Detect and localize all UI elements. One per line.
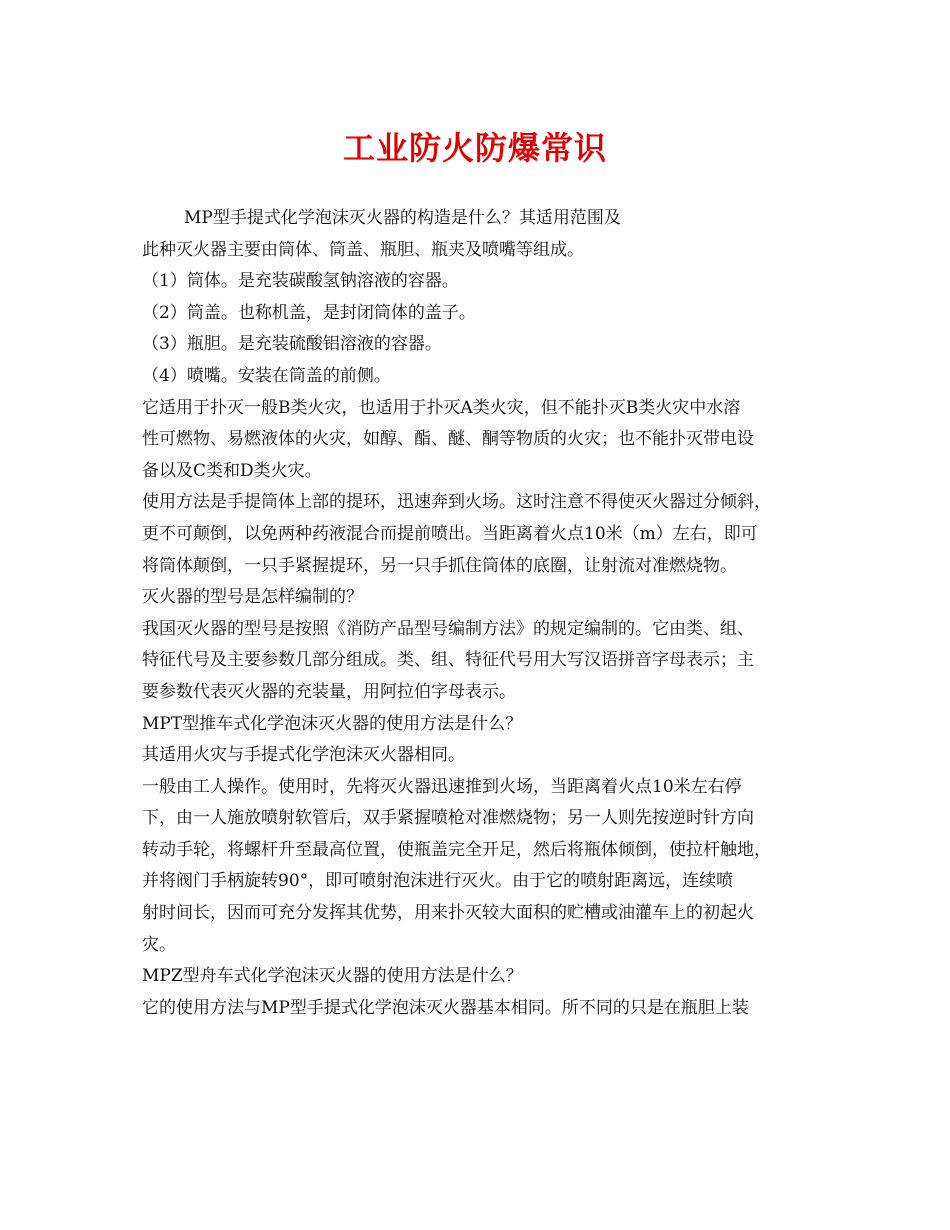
paragraph-line: 其适用火灾与手提式化学泡沫灭火器相同。 [142, 745, 465, 766]
paragraph-line: 使用方法是手提筒体上部的提环，迅速奔到火场。这时注意不得使灭火器过分倾斜， [142, 492, 771, 513]
paragraph-line: 更不可颠倒，以免两种药液混合而提前喷出。当距离着火点10米（m）左右，即可 [142, 523, 758, 544]
paragraph-line: 射时间长，因而可充分发挥其优势，用来扑灭较大面积的贮槽或油灌车上的初起火 [142, 903, 754, 924]
paragraph-line: 它适用于扑灭一般B类火灾，也适用于扑灭A类火灾，但不能扑灭B类火灾中水溶 [142, 397, 741, 418]
paragraph-line: 此种灭火器主要由筒体、筒盖、瓶胆、瓶夹及喷嘴等组成。 [142, 239, 584, 260]
paragraph-line: 下，由一人施放喷射软管后，双手紧握喷枪对准燃烧物；另一人则先按逆时针方向 [142, 808, 754, 829]
paragraph-line: 我国灭火器的型号是按照《消防产品型号编制方法》的规定编制的。它由类、组、 [142, 618, 754, 639]
list-item: （4）喷嘴。安装在筒盖的前侧。 [142, 365, 391, 386]
paragraph-line: 备以及C类和D类火灾。 [142, 460, 322, 481]
question-heading: MPT型推车式化学泡沫灭火器的使用方法是什么？ [142, 713, 523, 734]
paragraph-line: 性可燃物、易燃液体的火灾，如醇、酯、醚、酮等物质的火灾；也不能扑灭带电设 [142, 429, 754, 450]
question-heading: 灭火器的型号是怎样编制的？ [142, 587, 363, 608]
page-title: 工业防火防爆常识 [342, 129, 607, 167]
paragraph-line: 要参数代表灭火器的充装量，用阿拉伯字母表示。 [142, 681, 516, 702]
paragraph-line: MP型手提式化学泡沫灭火器的构造是什么？其适用范围及 [184, 208, 621, 228]
list-item: （3）瓶胆。是充装硫酸铝溶液的容器。 [142, 334, 442, 355]
document-body [142, 203, 822, 1024]
paragraph-line: 特征代号及主要参数几部分组成。类、组、特征代号用大写汉语拼音字母表示；主 [142, 650, 754, 671]
paragraph-line: 灾。 [142, 934, 176, 955]
paragraph-line: 并将阀门手柄旋转90°，即可喷射泡沫进行灭火。由于它的喷射距离远，连续喷 [142, 871, 734, 892]
paragraph-line: 将筒体颠倒，一只手紧握提环，另一只手抓住筒体的底圈，让射流对准燃烧物。 [142, 555, 737, 576]
paragraph-line: 转动手轮，将螺杆升至最高位置，使瓶盖完全开足，然后将瓶体倾倒，使拉杆触地， [142, 839, 771, 860]
list-item: （2）筒盖。也称机盖，是封闭筒体的盖子。 [142, 302, 476, 323]
paragraph-line: 它的使用方法与MP型手提式化学泡沫灭火器基本相同。所不同的只是在瓶胆上装 [142, 997, 749, 1018]
question-heading: MPZ型舟车式化学泡沫灭火器的使用方法是什么？ [142, 966, 523, 987]
list-item: （1）筒体。是充装碳酸氢钠溶液的容器。 [142, 271, 459, 292]
paragraph-line: 一般由工人操作。使用时，先将灭火器迅速推到火场，当距离着火点10米左右停 [142, 776, 742, 797]
